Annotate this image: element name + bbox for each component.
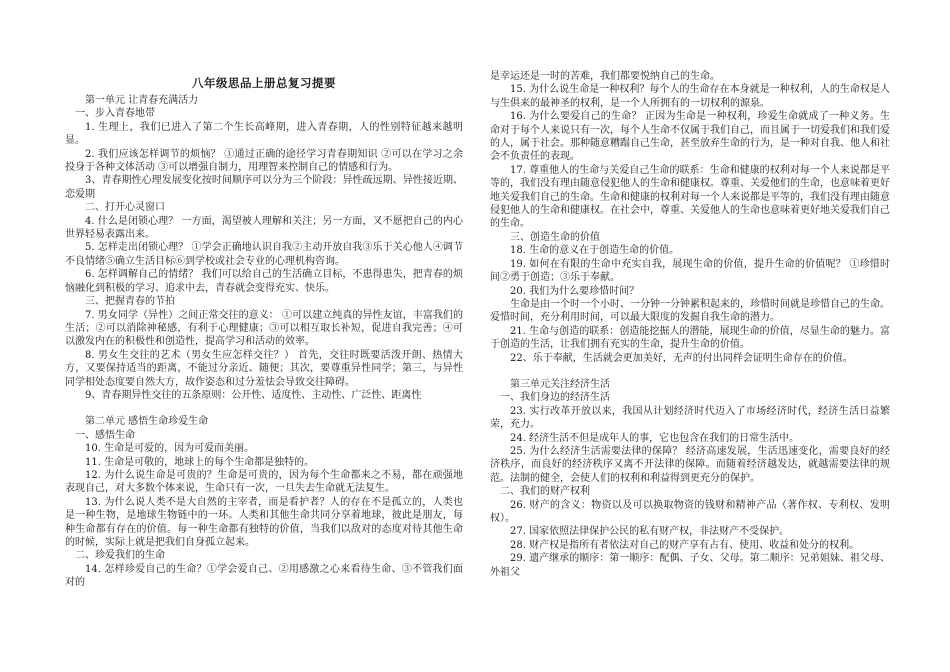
section-spacer [65, 402, 463, 415]
text-paragraph: 24. 经济生活不但是成年人的事，它也包含在我们的日常生活中。 [510, 432, 800, 444]
text-paragraph: 12. 为什么说生命是可贵的？生命是可贵的，因为每个生命都来之不易，都在顽强地表现自己，对大多数个体来说，生命只有一次，一旦失去生命就无法复生。 [65, 469, 463, 495]
text-paragraph: 26. 财产的含义：物资以及可以换取物资的钱财和精神产品（著作权、专利权、发明权）。 [490, 499, 890, 524]
text-paragraph: 6. 怎样调解自己的情绪？ 我们可以给自己的生活确立目标，不患得患失，把青春的烦恼融化到积极的学习、追求中去，青春就会变得充实、快乐。 [65, 269, 463, 294]
text-paragraph: 二、打开心灵窗口 [85, 202, 165, 214]
right-column [490, 70, 890, 579]
text-paragraph: 11. 生命是可敬的，地球上的每个生命都是独特的。 [85, 456, 315, 468]
text-paragraph: 27. 国家依照法律保护公民的私有财产权，非法财产不受保护。 [510, 526, 790, 538]
document-title: 八年级思品上册总复习提要 [192, 76, 336, 90]
text-paragraph: 1. 生理上，我们已进入了第二个生长高峰期，进入青春期，人的性别特征越来越明显。 [65, 121, 463, 147]
text-paragraph: 28. 财产权是指所有者依法对自己的财产享有占有、使用、收益和处分的权利。 [510, 539, 860, 551]
text-paragraph: 4. 什么是闭锁心理？ 一方面，渴望被人理解和关注；另一方面，又不愿把自己的内心世界轻易表露出来。 [65, 215, 463, 241]
text-paragraph: 14. 怎样珍爱自己的生命？①学会爱自己、②用感激之心来看待生命、③不管我们面对的 [65, 563, 463, 589]
text-paragraph: 三、创造生命的价值 [510, 231, 600, 243]
text-paragraph: 7. 男女同学（异性）之间正常交往的意义： ①可以建立纯真的异性友谊，丰富我们的生活；②可以消除神秘感，有利于心理健康；③可以相互取长补短，促进自我完善；④可以激发内在的积极性和创造性，提高学习和活动的效率。 [65, 309, 463, 348]
left-column-body [65, 94, 463, 590]
text-paragraph: 一、感悟生命 [75, 429, 135, 441]
text-paragraph: 5. 怎样走出闭锁心理？ ①学会正确地认识自我②主动开放自我③乐于关心他人④调节不良情绪⑤确立生活目标⑥到学校或社会专业的心理机构咨询。 [65, 242, 463, 267]
right-column-body [490, 70, 890, 579]
text-paragraph: 3、青春期性心理发展变化按时间顺序可以分为三个阶段：异性疏远期、异性接近期、恋爱期 [65, 175, 463, 200]
text-paragraph: 生命是由一个时一个小时、一分钟一分钟累积起来的，珍惜时间就是珍惜自己的生命。爱惜时间，充分利用时间，可以最大限度的发掘自我生命的潜力。 [490, 298, 890, 324]
text-paragraph: 13. 为什么说人类不是大自然的主宰者，而是看护者？人的存在不是孤立的，人类也是一种生物，是地球生物链中的一环。人类和其他生命共同分享着地球，彼此是朋友，每种生命都有存在的价值。每一种生命都有独特的价值，当我们以敌对的态度对待其他生命的时候，实际上就是把我们自身孤立起来。 [65, 496, 463, 548]
text-paragraph: 第二单元 感悟生命珍爱生命 [85, 416, 209, 428]
text-paragraph: 9、青春期异性交往的五条原则：公开性、适度性、主动性、广泛性、距离性 [85, 389, 422, 401]
text-paragraph: 15. 为什么说生命是一种权利？每个人的生命存在本身就是一种权利，人的生命权是人与生俱来的最神圣的权利，是一个人所拥有的一切权利的源泉。 [490, 84, 890, 109]
text-paragraph: 20. 我们为什么要珍惜时间？ [510, 285, 640, 297]
text-paragraph: 21. 生命与创造的联系：创造能挖掘人的潜能，展现生命的价值，尽显生命的魅力。富于创造的生活，让我们拥有充实的生命，提升生命的价值。 [490, 325, 890, 351]
text-paragraph: 10. 生命是可爱的，因为可爱而美丽。 [85, 443, 255, 455]
left-column [65, 76, 463, 590]
text-paragraph: 17. 尊重他人的生命与关爱自己生命的联系：生命和健康的权利对每一个人来说都是平等的，我们没有理由随意侵犯他人的生命和健康权。尊重、关爱他们的生命，也意味着更好地关爱我们自己的生命。生命和健康的权利对每一个人来说都是平等的，我们没有理由随意侵犯他人的生命和健康权。在社会中，尊重、关爱他人的生命也意味着更好地关爱我们自己的生命。 [490, 164, 890, 230]
text-paragraph: 19. 如何在有限的生命中充实自我，展现生命的价值，提升生命的价值呢？ ①珍惜时间②勇于创造；③乐于奉献。 [490, 258, 890, 284]
text-paragraph: 16. 为什么要爱自己的生命？ 正因为生命是一种权利，珍爱生命就成了一种义务。生命对于每个人来说只有一次，每个人生命不仅属于我们自己，而且属于一切爱我们和我们爱的人，属于社会。那种随意糟蹋自己生命，甚至放弃生命的行为，是一种对自我、他人和社会不负责任的表现。 [490, 111, 890, 163]
text-paragraph: 2. 我们应该怎样调节的烦恼？ ①通过正确的途径学习青春期知识 ②可以在学习之余投身于各种文体活动 ③可以增强自制力，用理智来控制自己的情感和行为。 [65, 148, 463, 174]
text-paragraph: 是幸运还是一时的苦难，我们都要悦纳自己的生命。 [490, 71, 720, 82]
text-paragraph: 22、乐于奉献，生活就会更加美好，无声的付出同样会证明生命存在的价值。 [510, 352, 853, 364]
text-paragraph: 二、我们的财产权利 [500, 486, 590, 498]
text-paragraph: 第一单元 让青春充满活力 [85, 95, 199, 106]
text-paragraph: 一、步入青春地带 [75, 108, 155, 120]
text-paragraph: 25. 为什么经济生活需要法律的保障？ 经济高速发展，生活迅速变化，需要良好的经济秩序，而良好的经济秩序又离不开法律的保障。而随着经济越发达，就越需要法律的规范。法制的健全，会使人们的权利和利益得到更充分的保护。 [490, 445, 890, 484]
text-paragraph: 18. 生命的意义在于创造生命的价值。 [510, 245, 680, 257]
text-paragraph: 第三单元关注经济生活 [510, 378, 610, 390]
text-paragraph: 二、珍爱我们的生命 [75, 550, 165, 562]
text-paragraph: 一、我们身边的经济生活 [500, 392, 610, 404]
text-paragraph: 三、把握青春的节拍 [85, 296, 175, 308]
section-spacer [490, 365, 890, 378]
text-paragraph: 23. 实行改革开放以来，我国从计划经济时代迈入了市场经济时代，经济生活日益繁荣，充力。 [490, 405, 890, 431]
text-paragraph: 8. 男女生交往的艺术（男女生应怎样交往？） 首先，交往时既要活泼开朗、热情大方，又要保持适当的距离，不能过分亲近、随便；其次，要尊重异性同学；第三，与异性同学相处态度要自然大方，故作姿态和过分羞怯会导致交往障碍。 [65, 349, 463, 388]
text-paragraph: 29. 遗产继承的顺序：第一顺序：配偶、子女、父母。第二顺序：兄弟姐妹、祖父母、外祖父 [490, 553, 890, 578]
